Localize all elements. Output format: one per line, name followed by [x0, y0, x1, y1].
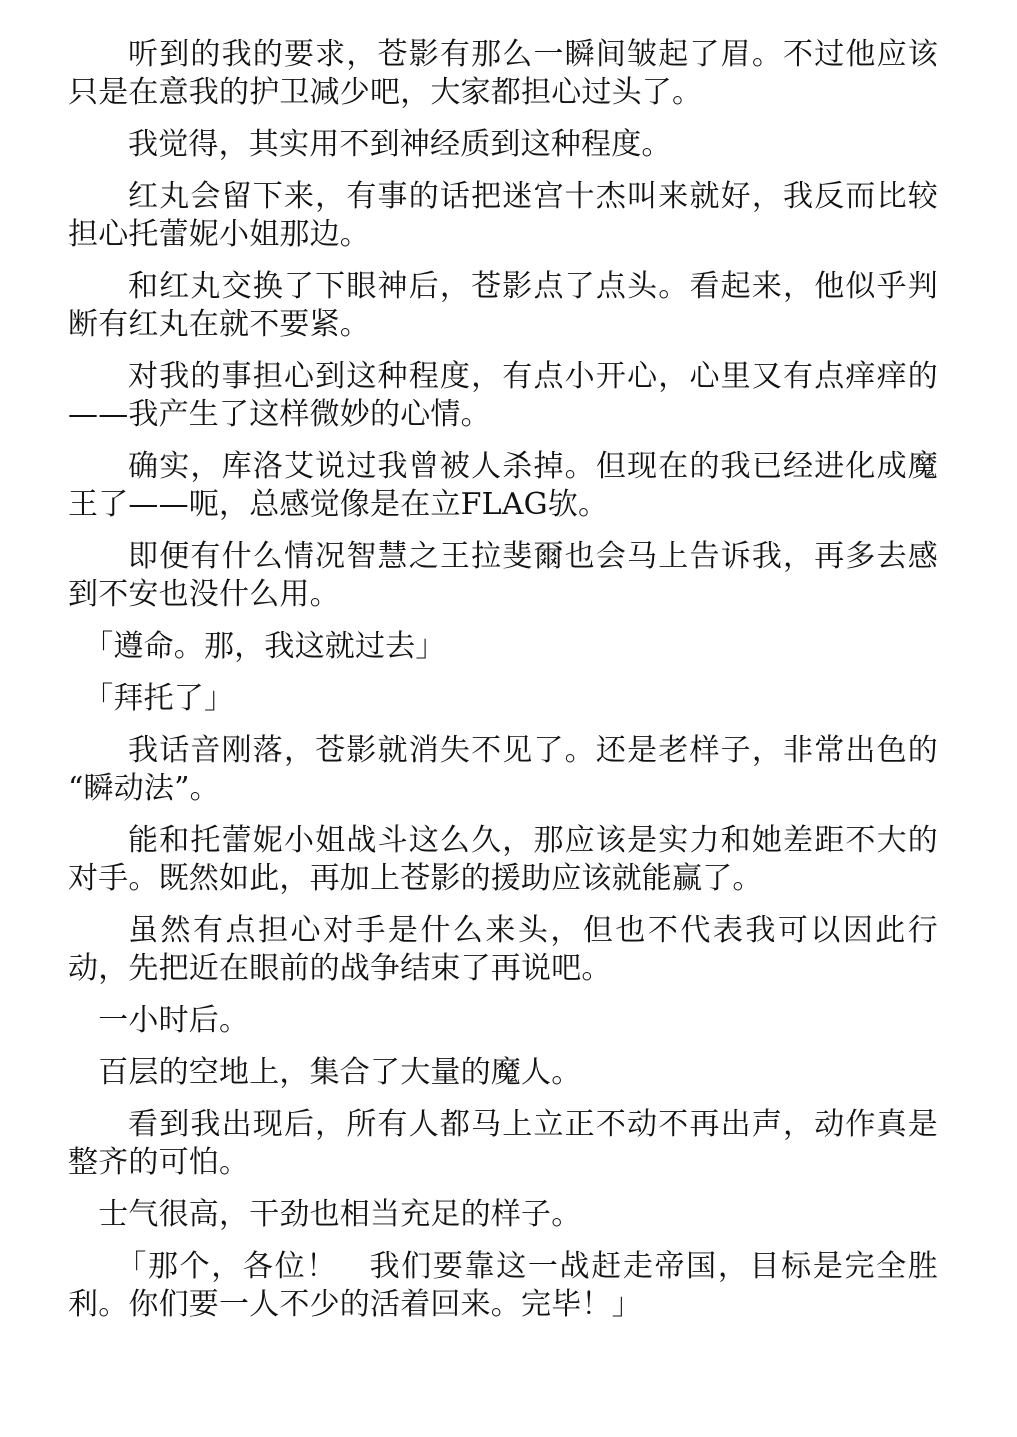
paragraph: 看到我出现后，所有人都马上立正不动不再出声，动作真是整齐的可怕。	[68, 1107, 938, 1180]
paragraph: 即便有什么情况智慧之王拉斐爾也会马上告诉我，再多去感到不安也没什么用。	[68, 539, 938, 612]
paragraph: 百层的空地上，集合了大量的魔人。	[68, 1055, 582, 1090]
document-body	[68, 36, 938, 1338]
paragraph: 士气很高，干劲也相当充足的样子。	[68, 1197, 582, 1232]
paragraph: 确实，库洛艾说过我曾被人杀掉。但现在的我已经进化成魔王了——呃，总感觉像是在立FLAG欤。	[68, 449, 938, 522]
paragraph: 和红丸交换了下眼神后，苍影点了点头。看起来，他似乎判断有红丸在就不要紧。	[68, 269, 938, 342]
paragraph: 我觉得，其实用不到神经质到这种程度。	[128, 127, 672, 162]
dialogue-paragraph: 「遵命。那，我这就过去」	[68, 629, 446, 664]
dialogue-paragraph: 「那个，各位！ 我们要靠这一战赶走帝国，目标是完全胜利。你们要一人不少的活着回来。完毕！」	[68, 1249, 938, 1322]
paragraph: 虽然有点担心对手是什么来头，但也不代表我可以因此行动，先把近在眼前的战争结束了再说吧。	[68, 913, 938, 986]
dialogue-paragraph: 「拜托了」	[68, 681, 235, 716]
paragraph: 能和托蕾妮小姐战斗这么久，那应该是实力和她差距不大的对手。既然如此，再加上苍影的援助应该就能赢了。	[68, 823, 938, 896]
paragraph: 我话音刚落，苍影就消失不见了。还是老样子，非常出色的“瞬动法”。	[68, 733, 938, 806]
paragraph: 一小时后。	[68, 1003, 250, 1038]
paragraph: 红丸会留下来，有事的话把迷宫十杰叫来就好，我反而比较担心托蕾妮小姐那边。	[68, 179, 938, 252]
paragraph: 听到的我的要求，苍影有那么一瞬间皱起了眉。不过他应该只是在意我的护卫减少吧，大家都担心过头了。	[68, 37, 938, 110]
paragraph: 对我的事担心到这种程度，有点小开心，心里又有点痒痒的——我产生了这样微妙的心情。	[68, 359, 938, 432]
